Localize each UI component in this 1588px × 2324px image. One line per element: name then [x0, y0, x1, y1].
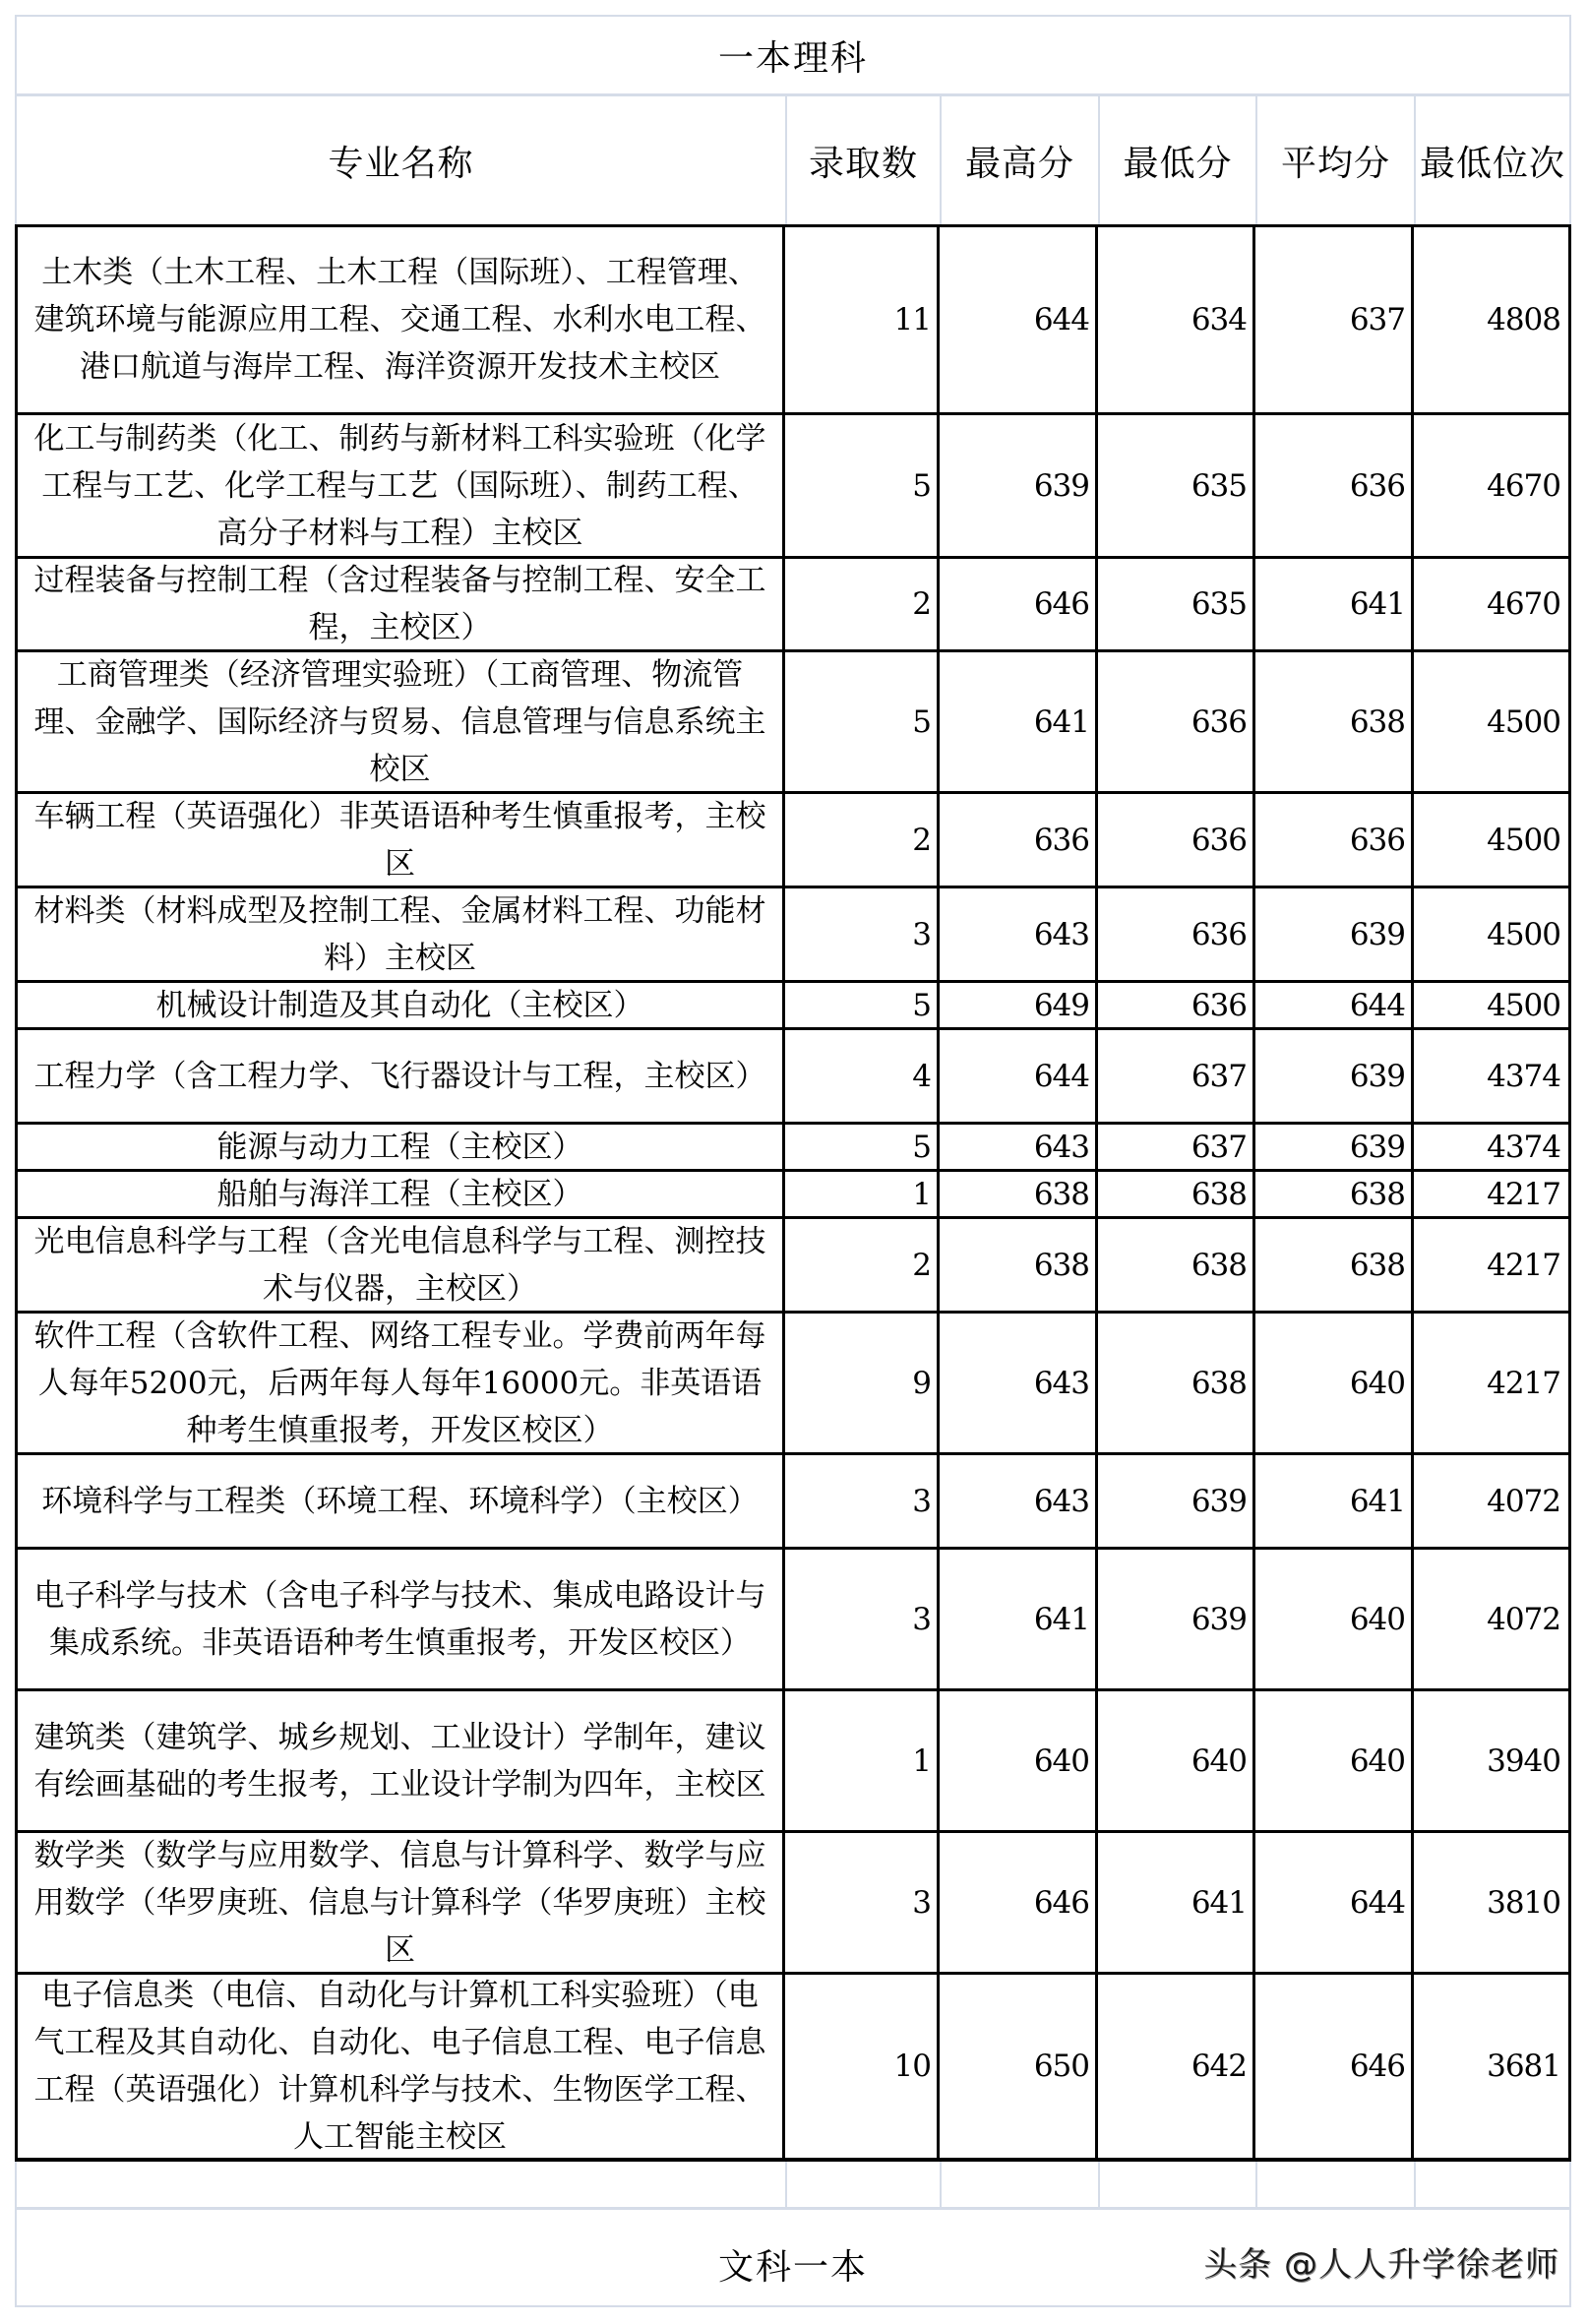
max-score-cell: 638: [937, 1172, 1095, 1216]
min-rank-cell: 4072: [1411, 1550, 1566, 1688]
min-score-cell: 638: [1095, 1172, 1252, 1216]
max-score-cell: 649: [937, 983, 1095, 1027]
min-rank-cell: 4217: [1411, 1219, 1566, 1311]
table-row: [15, 1547, 1571, 1688]
admitted-count-cell: 3: [782, 1833, 937, 1972]
min-rank-cell: 4217: [1411, 1314, 1566, 1452]
major-name-cell: 工商管理类（经济管理实验班）（工商管理、物流管理、金融学、国际经济与贸易、信息管理与信息系统主校区: [33, 656, 766, 787]
column-header-avg-score: 平均分: [1255, 96, 1414, 224]
major-name-cell: 数学类（数学与应用数学、信息与计算科学、数学与应用数学（华罗庚班、信息与计算科学（华罗庚班）主校区: [33, 1837, 766, 1968]
min-score-cell: 635: [1095, 559, 1252, 649]
table-row: [15, 1027, 1571, 1122]
min-rank-cell: 4500: [1411, 652, 1566, 791]
empty-cell: [17, 2162, 785, 2207]
major-name-cell: 车辆工程（英语强化）非英语语种考生慎重报考，主校区: [33, 798, 766, 882]
max-score-cell: 646: [937, 1833, 1095, 1972]
min-rank-cell: 4374: [1411, 1125, 1566, 1169]
min-rank-cell: 3681: [1411, 1975, 1566, 2158]
min-rank-cell: 4500: [1411, 983, 1566, 1027]
avg-score-cell: 636: [1252, 415, 1411, 556]
table-row: [15, 1216, 1571, 1311]
admitted-count-cell: 2: [782, 1219, 937, 1311]
empty-spacer-row: [15, 2162, 1571, 2207]
avg-score-cell: 644: [1252, 983, 1411, 1027]
admitted-count-cell: 9: [782, 1314, 937, 1452]
min-score-cell: 639: [1095, 1550, 1252, 1688]
avg-score-cell: 641: [1252, 559, 1411, 649]
max-score-cell: 643: [937, 1455, 1095, 1547]
admitted-count-cell: 5: [782, 983, 937, 1027]
table-row: [15, 1688, 1571, 1830]
empty-cell: [1098, 2162, 1255, 2207]
table-row: [15, 1972, 1571, 2162]
admission-score-sheet: [15, 15, 1571, 2307]
max-score-cell: 638: [937, 1219, 1095, 1311]
empty-cell: [1255, 2162, 1414, 2207]
major-name-cell: 电子信息类（电信、自动化与计算机工科实验班）（电气工程及其自动化、自动化、电子信息工程、电子信息工程（英语强化）计算机科学与技术、生物医学工程、人工智能主校区: [33, 1978, 766, 2155]
admitted-count-cell: 5: [782, 415, 937, 556]
table-row: [15, 412, 1571, 556]
table-row: [15, 886, 1571, 980]
major-name-cell: 过程装备与控制工程（含过程装备与控制工程、安全工程，主校区）: [33, 563, 766, 645]
min-rank-cell: 3810: [1411, 1833, 1566, 1972]
empty-cell: [1414, 2162, 1569, 2207]
major-name-cell: 机械设计制造及其自动化（主校区）: [155, 987, 644, 1023]
max-score-cell: 641: [937, 652, 1095, 791]
major-name-cell: 环境科学与工程类（环境工程、环境科学）（主校区）: [41, 1483, 759, 1519]
admitted-count-cell: 3: [782, 1550, 937, 1688]
min-rank-cell: 4670: [1411, 415, 1566, 556]
table-row: [15, 1122, 1571, 1169]
watermark: 头条 @人人升学徐老师: [1203, 2245, 1559, 2285]
min-rank-cell: 4670: [1411, 559, 1566, 649]
avg-score-cell: 639: [1252, 888, 1411, 980]
min-rank-cell: 4500: [1411, 888, 1566, 980]
admitted-count-cell: 3: [782, 888, 937, 980]
table-header-row: [15, 93, 1571, 224]
min-score-cell: 634: [1095, 227, 1252, 412]
avg-score-cell: 640: [1252, 1314, 1411, 1452]
table-row: [15, 980, 1571, 1027]
min-rank-cell: 3940: [1411, 1691, 1566, 1830]
admitted-count-cell: 2: [782, 794, 937, 886]
min-rank-cell: 4072: [1411, 1455, 1566, 1547]
column-header-min-score: 最低分: [1098, 96, 1255, 224]
avg-score-cell: 637: [1252, 227, 1411, 412]
table-row: [15, 556, 1571, 649]
min-score-cell: 636: [1095, 983, 1252, 1027]
column-header-min-rank: 最低位次: [1414, 96, 1569, 224]
major-name-cell: 船舶与海洋工程（主校区）: [216, 1176, 583, 1212]
avg-score-cell: 638: [1252, 1219, 1411, 1311]
next-section-title: 文科一本: [717, 2247, 868, 2288]
max-score-cell: 640: [937, 1691, 1095, 1830]
table-row: [15, 1311, 1571, 1452]
major-name-cell: 材料类（材料成型及控制工程、金属材料工程、功能材料）主校区: [33, 892, 766, 976]
max-score-cell: 643: [937, 1314, 1095, 1452]
empty-cell: [785, 2162, 940, 2207]
admitted-count-cell: 5: [782, 1125, 937, 1169]
admitted-count-cell: 2: [782, 559, 937, 649]
major-name-cell: 光电信息科学与工程（含光电信息科学与工程、测控技术与仪器，主校区）: [33, 1223, 766, 1307]
table-row: [15, 1830, 1571, 1972]
min-score-cell: 636: [1095, 888, 1252, 980]
column-header-admitted-count: 录取数: [785, 96, 940, 224]
admitted-count-cell: 1: [782, 1172, 937, 1216]
avg-score-cell: 644: [1252, 1833, 1411, 1972]
table-row: [15, 224, 1571, 412]
min-rank-cell: 4500: [1411, 794, 1566, 886]
admitted-count-cell: 11: [782, 227, 937, 412]
min-score-cell: 639: [1095, 1455, 1252, 1547]
major-name-cell: 化工与制药类（化工、制药与新材料工科实验班（化学工程与工艺、化学工程与工艺（国际班）、制药工程、高分子材料与工程）主校区: [33, 420, 766, 551]
table-row: [15, 1452, 1571, 1547]
min-rank-cell: 4217: [1411, 1172, 1566, 1216]
max-score-cell: 646: [937, 559, 1095, 649]
min-score-cell: 638: [1095, 1219, 1252, 1311]
avg-score-cell: 639: [1252, 1125, 1411, 1169]
section-title-row: [15, 15, 1571, 93]
max-score-cell: 641: [937, 1550, 1095, 1688]
min-score-cell: 636: [1095, 794, 1252, 886]
avg-score-cell: 638: [1252, 652, 1411, 791]
major-name-cell: 软件工程（含软件工程、网络工程专业。学费前两年每人每年5200元，后两年每人每年16000元。非英语语种考生慎重报考，开发区校区）: [33, 1317, 766, 1448]
min-rank-cell: 4808: [1411, 227, 1566, 412]
section-title: 一本理科: [717, 37, 868, 79]
admitted-count-cell: 1: [782, 1691, 937, 1830]
table-row: [15, 791, 1571, 886]
column-header-major-name: 专业名称: [328, 143, 474, 184]
column-header-max-score: 最高分: [940, 96, 1098, 224]
max-score-cell: 643: [937, 1125, 1095, 1169]
avg-score-cell: 640: [1252, 1550, 1411, 1688]
max-score-cell: 643: [937, 888, 1095, 980]
major-name-cell: 工程力学（含工程力学、飞行器设计与工程，主校区）: [33, 1058, 766, 1094]
admitted-count-cell: 10: [782, 1975, 937, 2158]
min-score-cell: 635: [1095, 415, 1252, 556]
min-score-cell: 641: [1095, 1833, 1252, 1972]
major-name-cell: 电子科学与技术（含电子科学与技术、集成电路设计与集成系统。非英语语种考生慎重报考，开发区校区）: [33, 1577, 766, 1661]
min-score-cell: 636: [1095, 652, 1252, 791]
max-score-cell: 650: [937, 1975, 1095, 2158]
avg-score-cell: 636: [1252, 794, 1411, 886]
avg-score-cell: 646: [1252, 1975, 1411, 2158]
admitted-count-cell: 5: [782, 652, 937, 791]
min-score-cell: 640: [1095, 1691, 1252, 1830]
table-row: [15, 1169, 1571, 1216]
empty-cell: [940, 2162, 1098, 2207]
table-row: [15, 649, 1571, 791]
max-score-cell: 636: [937, 794, 1095, 886]
avg-score-cell: 639: [1252, 1030, 1411, 1122]
admitted-count-cell: 3: [782, 1455, 937, 1547]
max-score-cell: 644: [937, 1030, 1095, 1122]
min-rank-cell: 4374: [1411, 1030, 1566, 1122]
next-section-title-row: [15, 2207, 1571, 2307]
major-name-cell: 土木类（土木工程、土木工程（国际班）、工程管理、建筑环境与能源应用工程、交通工程、水利水电工程、港口航道与海岸工程、海洋资源开发技术主校区: [33, 255, 766, 385]
max-score-cell: 644: [937, 227, 1095, 412]
table-body: [15, 224, 1571, 2162]
max-score-cell: 639: [937, 415, 1095, 556]
major-name-cell: 能源与动力工程（主校区）: [216, 1129, 583, 1165]
min-score-cell: 637: [1095, 1030, 1252, 1122]
min-score-cell: 638: [1095, 1314, 1252, 1452]
avg-score-cell: 641: [1252, 1455, 1411, 1547]
major-name-cell: 建筑类（建筑学、城乡规划、工业设计）学制年，建议有绘画基础的考生报考，工业设计学制为四年，主校区: [33, 1719, 766, 1803]
admitted-count-cell: 4: [782, 1030, 937, 1122]
min-score-cell: 637: [1095, 1125, 1252, 1169]
avg-score-cell: 638: [1252, 1172, 1411, 1216]
avg-score-cell: 640: [1252, 1691, 1411, 1830]
min-score-cell: 642: [1095, 1975, 1252, 2158]
